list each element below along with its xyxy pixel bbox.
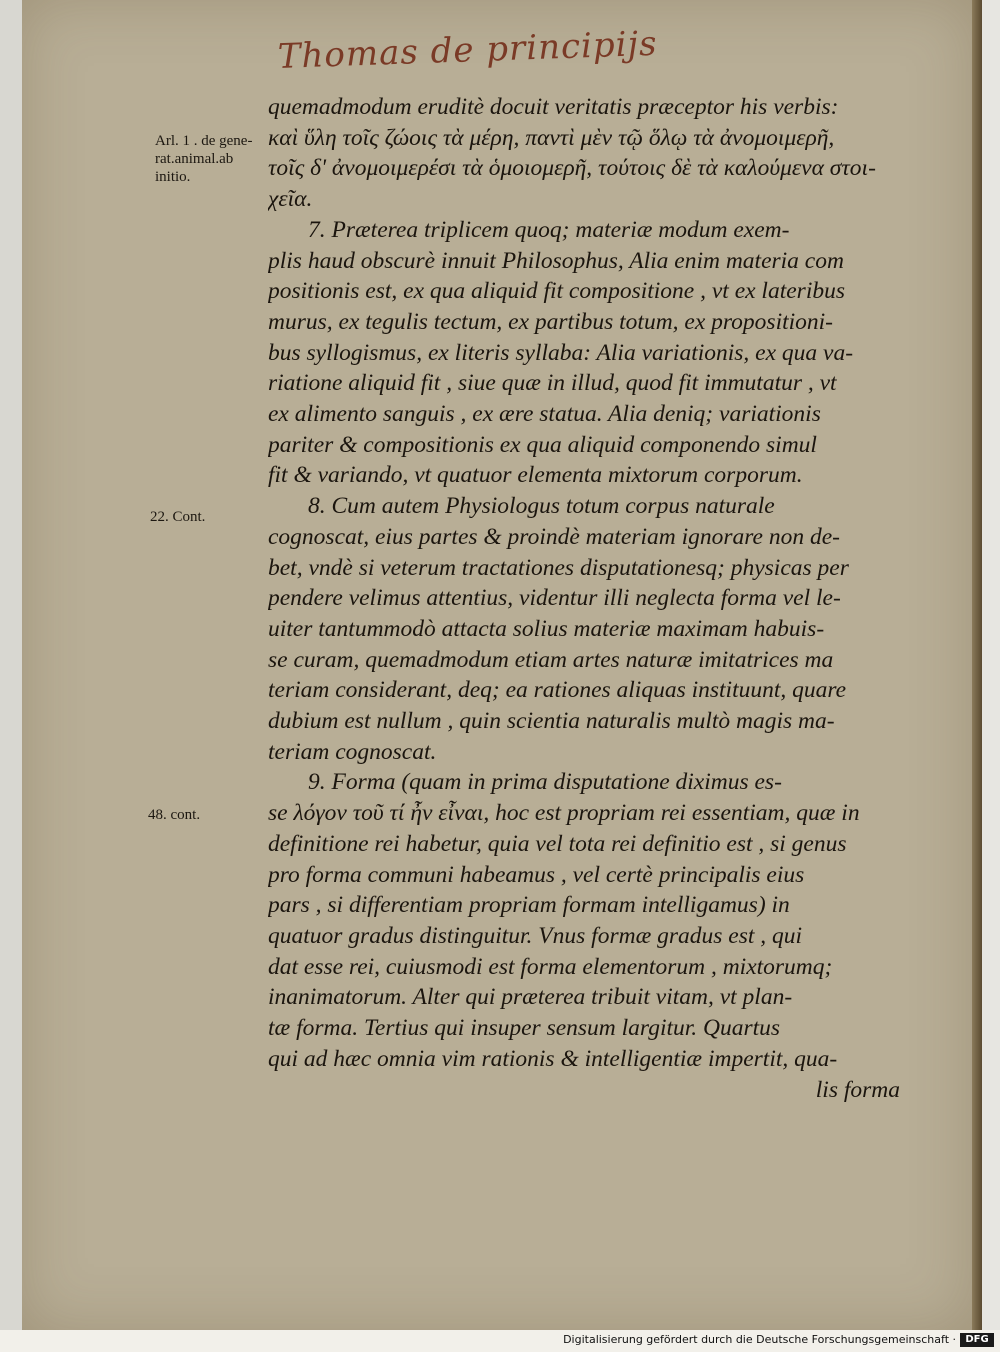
text-line-greek: χεῖα.	[268, 186, 313, 213]
text-line: fit & variando, vt quatuor elementa mixtorum corporum.	[268, 462, 803, 489]
text-line: riatione aliquid fit , siue quæ in illud, quod fit immutatur , vt	[268, 370, 837, 397]
text-line: plis haud obscurè innuit Philosophus, Alia enim materia com	[268, 247, 844, 274]
text-line: dubium est nullum , quin scientia naturalis multò magis ma-	[268, 708, 835, 735]
body-text	[268, 92, 940, 1105]
text-line: tæ forma. Tertius qui insuper sensum largitur. Quartus	[268, 1015, 781, 1042]
text-line: pro forma communi habeamus , vel certè principalis eius	[268, 861, 805, 888]
text-line: inanimatorum. Alter qui præterea tribuit vitam, vt plan-	[268, 984, 793, 1011]
text-line: bet, vndè si veterum tractationes disputationesq; physicas per	[268, 554, 849, 581]
text-line: se curam, quemadmodum etiam artes naturæ imitatrices ma	[268, 646, 834, 673]
text-line: definitione rei habetur, quia vel tota rei definitio est , si genus	[268, 830, 847, 857]
handwritten-header: Thomas de principijs	[277, 23, 659, 77]
margin-note-cont-22: 22. Cont.	[150, 509, 206, 525]
page-edge	[972, 0, 982, 1330]
margin-note-reference: Arl. 1 . de gene- rat.animal.ab initio.	[155, 133, 253, 185]
scan-margin	[982, 0, 1000, 1330]
catchword: lis forma	[815, 1076, 900, 1103]
text-line: positionis est, ex qua aliquid fit compositione , vt ex lateribus	[268, 278, 845, 305]
text-line: teriam cognoscat.	[268, 738, 437, 765]
text-line: teriam considerant, deq; ea rationes aliquas instituunt, quare	[268, 677, 847, 704]
text-line: pariter & compositionis ex qua aliquid componendo simul	[268, 431, 817, 458]
text-line: quatuor gradus distinguitur. Vnus formæ gradus est , qui	[268, 922, 803, 949]
dfg-logo: DFG	[960, 1333, 994, 1347]
text-line: se λόγον τοῦ τί ἦν εἶναι, hoc est propriam rei essentiam, quæ in	[268, 800, 860, 827]
text-line: bus syllogismus, ex literis syllaba: Alia variationis, ex qua va-	[268, 339, 854, 366]
funding-notice: Digitalisierung gefördert durch die Deutsche Forschungsgemeinschaft ·	[563, 1333, 956, 1346]
paragraph-9-start: 9. Forma (quam in prima disputatione diximus es-	[308, 769, 782, 796]
paragraph-7-start: 7. Præterea triplicem quoq; materiæ modum exem-	[308, 216, 790, 243]
text-line: pendere velimus attentius, videntur illi neglecta forma vel le-	[268, 585, 841, 612]
margin-note-cont-48: 48. cont.	[148, 807, 201, 823]
text-line: dat esse rei, cuiusmodi est forma elementorum , mixtorumq;	[268, 953, 833, 980]
text-line-greek: καὶ ὕλη τοῖς ζώοις τὰ μέρη, παντὶ μὲν τῷ ὅλῳ τὰ ἀνομοιμερῆ,	[268, 124, 835, 151]
text-line: cognoscat, eius partes & proindè materiam ignorare non de-	[268, 523, 840, 550]
text-line: quemadmodum eruditè docuit veritatis præceptor his verbis:	[268, 94, 839, 120]
paragraph-8-start: 8. Cum autem Physiologus totum corpus naturale	[308, 493, 775, 520]
text-line: ex alimento sanguis , ex ære statua. Alia deniq; variationis	[268, 401, 821, 428]
text-line: pars , si differentiam propriam formam intelligamus) in	[268, 892, 790, 919]
text-line: qui ad hæc omnia vim rationis & intelligentiæ impertit, qua-	[268, 1045, 838, 1072]
text-line-greek: τοῖς δ' ἀνομοιμερέσι τὰ ὁμοιομερῆ, τούτοις δὲ τὰ καλούμενα στοι-	[268, 155, 876, 182]
footer-bar	[0, 1330, 1000, 1352]
text-line: murus, ex tegulis tectum, ex partibus totum, ex propositioni-	[268, 308, 834, 335]
text-line: uiter tantummodò attacta solius materiæ maximam habuis-	[268, 615, 825, 642]
